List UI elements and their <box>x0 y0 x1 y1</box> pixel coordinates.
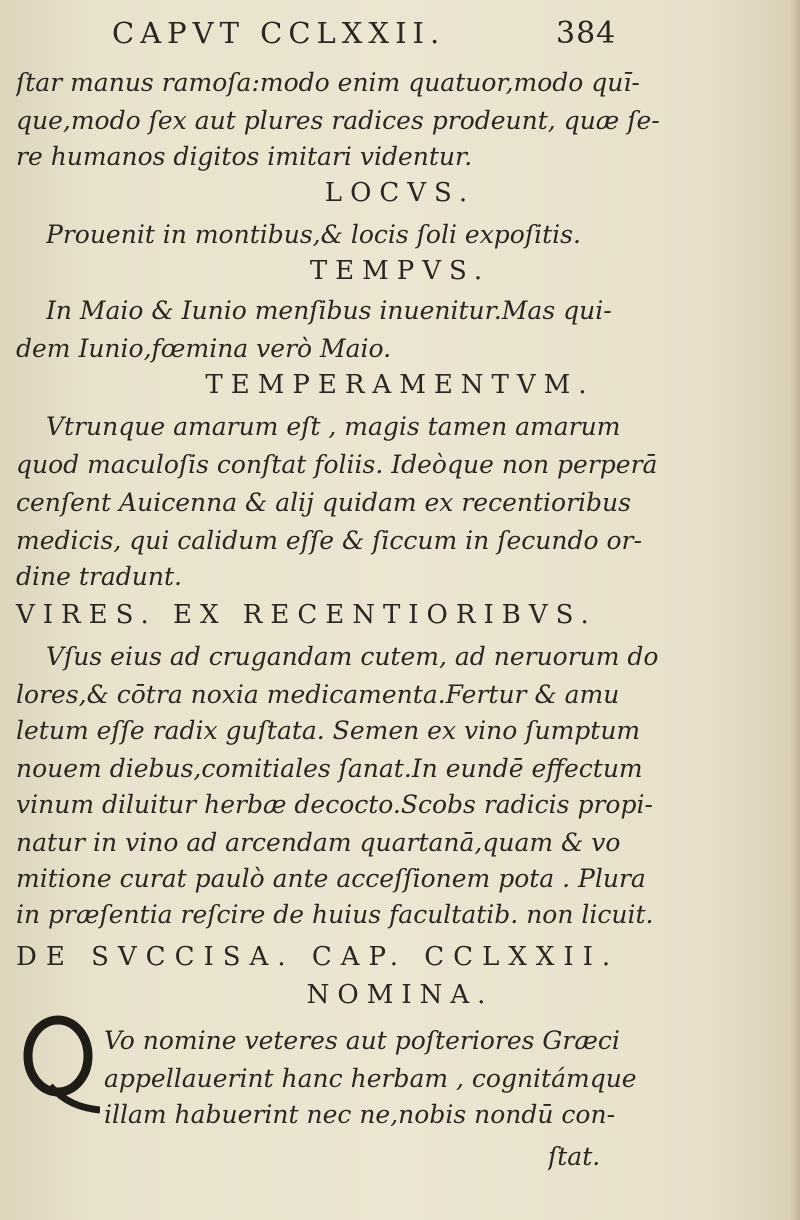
text-line: Vſus eius ad crugandam cutem, ad neruorum do <box>46 642 659 671</box>
text-line: natur in vino ad arcendam quartanā,quam & vo <box>16 828 621 857</box>
page-number: 384 <box>556 16 617 51</box>
text-line: que,modo ſex aut plures radices prodeunt, quæ ſe- <box>16 106 660 135</box>
text-line: appellauerint hanc herbam , cognitámque <box>104 1064 637 1093</box>
text-line: letum eſſe radix guſtata. Semen ex vino ſumptum <box>16 716 641 745</box>
page-header <box>0 12 800 62</box>
text-line: mitione curat paulò ante acceſſionem pota . Plura <box>16 864 646 893</box>
text-line: dine tradunt. <box>16 562 182 591</box>
chapter-title: DE SVCCISA. CAP. CCLXXII. <box>16 942 620 972</box>
section-heading-nomina: NOMINA. <box>306 980 494 1010</box>
text-line: ſtar manus ramoſa:modo enim quatuor,modo quī- <box>16 68 640 97</box>
text-line: vinum diluitur herbæ decocto.Scobs radicis propi- <box>16 790 653 819</box>
text-line: In Maio & Iunio menſibus inuenitur.Mas qui- <box>46 296 612 325</box>
text-line: cenſent Auicenna & alij quidam ex recentioribus <box>16 488 631 517</box>
text-line: quod maculoſis conſtat foliis. Ideòque non perperā <box>16 450 658 479</box>
text-line: illam habuerint nec ne,nobis nondū con- <box>104 1100 616 1129</box>
section-heading-tempus: TEMPVS. <box>309 256 491 286</box>
section-heading-locus: LOCVS. <box>324 178 476 208</box>
running-head: CAPVT CCLXXII. <box>112 16 446 50</box>
text-line: re humanos digitos imitari videntur. <box>16 142 473 171</box>
text-line: ſtat. <box>548 1142 601 1171</box>
text-line: dem Iunio,fœmina verò Maio. <box>16 334 392 363</box>
section-heading-temperamentum: TEMPERAMENTVM. <box>205 370 595 400</box>
text-line: Vtrunque amarum eſt , magis tamen amarum <box>46 412 621 441</box>
section-heading-vires: VIRES. EX RECENTIORIBVS. <box>16 600 597 630</box>
text-line: lores,& cōtra noxia medicamenta.Fertur & amu <box>16 680 620 709</box>
text-line: nouem diebus,comitiales ſanat.In eundē effectum <box>16 754 643 783</box>
text-line: medicis, qui calidum eſſe & ſiccum in ſecundo or- <box>16 526 642 555</box>
text-line: Prouenit in montibus,& locis ſoli expoſitis. <box>46 220 581 249</box>
text-line: Vo nomine veteres aut poſteriores Græci <box>104 1026 620 1055</box>
text-line: in præſentia reſcire de huius facultatib. non licuit. <box>16 900 654 929</box>
drop-cap-q <box>20 1012 100 1122</box>
